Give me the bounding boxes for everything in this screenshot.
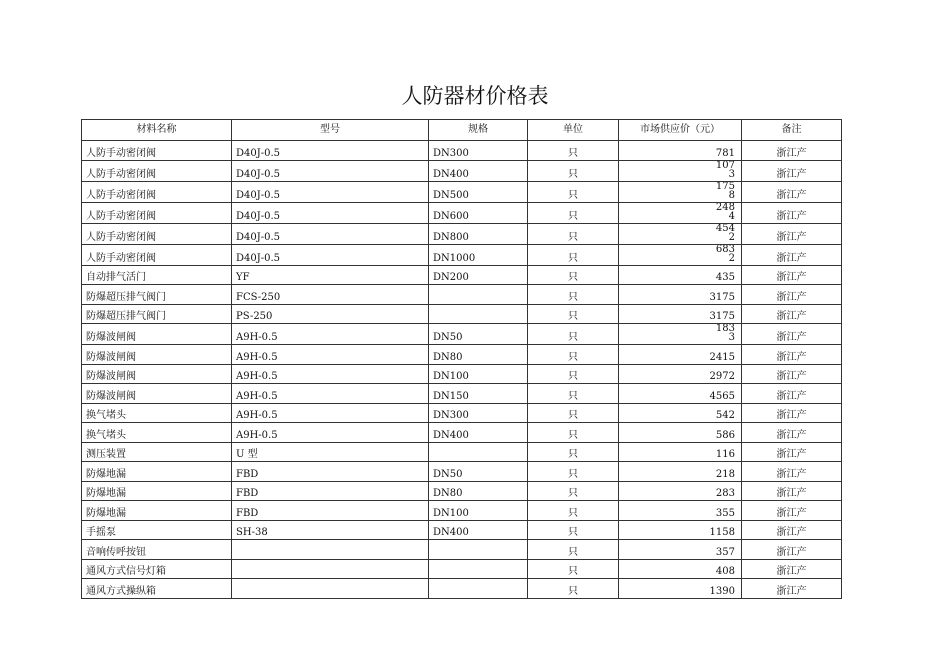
cell-spec: DN800: [429, 223, 528, 244]
cell-material-name: 手摇泵: [82, 520, 232, 540]
price-value: 1158: [709, 527, 735, 538]
cell-spec: [429, 579, 528, 599]
cell-note: 浙江产: [742, 160, 842, 181]
cell-note: 浙江产: [742, 423, 842, 443]
table-row: [82, 265, 842, 285]
cell-material-name: 防爆地漏: [82, 462, 232, 482]
cell-spec: DN600: [429, 202, 528, 223]
cell-note: 浙江产: [742, 345, 842, 365]
price-value: 248 4: [715, 202, 735, 222]
cell-model: D40J-0.5: [232, 244, 429, 265]
cell-price: [619, 481, 742, 501]
cell-model: A9H-0.5: [232, 364, 429, 384]
cell-spec: DN80: [429, 345, 528, 365]
cell-note: 浙江产: [742, 442, 842, 462]
cell-material-name: 人防手动密闭阀: [82, 202, 232, 223]
cell-note: 浙江产: [742, 244, 842, 265]
table-row: [82, 442, 842, 462]
cell-price: [619, 579, 742, 599]
cell-model: YF: [232, 265, 429, 285]
header-note: 备注: [742, 120, 842, 141]
cell-price: [619, 345, 742, 365]
cell-price: [619, 181, 742, 202]
cell-note: 浙江产: [742, 462, 842, 482]
table-row: [82, 364, 842, 384]
cell-unit: 只: [528, 559, 619, 579]
cell-model: D40J-0.5: [232, 181, 429, 202]
cell-material-name: 人防手动密闭阀: [82, 141, 232, 161]
cell-note: 浙江产: [742, 141, 842, 161]
cell-material-name: 防爆地漏: [82, 481, 232, 501]
cell-spec: DN150: [429, 384, 528, 404]
cell-spec: [429, 304, 528, 324]
cell-spec: DN400: [429, 423, 528, 443]
cell-spec: DN100: [429, 364, 528, 384]
cell-material-name: 换气堵头: [82, 423, 232, 443]
table-row: [82, 481, 842, 501]
cell-material-name: 人防手动密闭阀: [82, 160, 232, 181]
cell-price: [619, 244, 742, 265]
price-value: 408: [715, 566, 735, 577]
cell-model: A9H-0.5: [232, 345, 429, 365]
price-value: 357: [715, 546, 735, 558]
table-row: [82, 141, 842, 161]
cell-model: FBD: [232, 501, 429, 521]
table-row: [82, 384, 842, 404]
cell-note: 浙江产: [742, 559, 842, 579]
price-value: 2972: [709, 371, 735, 382]
cell-note: 浙江产: [742, 202, 842, 223]
header-unit: 单位: [528, 120, 619, 141]
cell-unit: 只: [528, 141, 619, 161]
cell-spec: DN80: [429, 481, 528, 501]
cell-model: FBD: [232, 481, 429, 501]
cell-material-name: 人防手动密闭阀: [82, 244, 232, 265]
cell-price: [619, 141, 742, 161]
cell-note: 浙江产: [742, 403, 842, 423]
cell-price: [619, 520, 742, 540]
cell-unit: 只: [528, 244, 619, 265]
header-material-name: 材料名称: [82, 120, 232, 141]
cell-note: 浙江产: [742, 520, 842, 540]
cell-note: 浙江产: [742, 481, 842, 501]
cell-note: 浙江产: [742, 579, 842, 599]
cell-model: D40J-0.5: [232, 160, 429, 181]
cell-unit: 只: [528, 160, 619, 181]
header-spec: 规格: [429, 120, 528, 141]
cell-unit: 只: [528, 304, 619, 324]
price-value: 586: [715, 429, 735, 441]
cell-unit: 只: [528, 442, 619, 462]
price-value: 283: [715, 488, 735, 499]
cell-unit: 只: [528, 579, 619, 599]
cell-price: [619, 324, 742, 345]
cell-model: [232, 559, 429, 579]
cell-unit: 只: [528, 181, 619, 202]
cell-model: SH-38: [232, 520, 429, 540]
cell-model: FCS-250: [232, 285, 429, 305]
price-value: 218: [715, 468, 735, 480]
cell-unit: 只: [528, 501, 619, 521]
table-row: [82, 520, 842, 540]
header-model: 型号: [232, 120, 429, 141]
cell-unit: 只: [528, 202, 619, 223]
header-market-price: 市场供应价（元）: [619, 120, 742, 141]
cell-price: [619, 160, 742, 181]
cell-note: 浙江产: [742, 285, 842, 305]
cell-model: A9H-0.5: [232, 403, 429, 423]
cell-spec: DN400: [429, 520, 528, 540]
cell-unit: 只: [528, 364, 619, 384]
cell-unit: 只: [528, 345, 619, 365]
cell-unit: 只: [528, 384, 619, 404]
cell-material-name: 通风方式操纵箱: [82, 579, 232, 599]
cell-model: U 型: [232, 442, 429, 462]
cell-unit: 只: [528, 223, 619, 244]
cell-spec: DN300: [429, 403, 528, 423]
price-value: 781: [715, 147, 735, 159]
price-value: 454 2: [715, 223, 735, 243]
cell-note: 浙江产: [742, 540, 842, 560]
cell-spec: DN400: [429, 160, 528, 181]
cell-price: [619, 285, 742, 305]
price-value: 683 2: [715, 244, 735, 264]
cell-price: [619, 384, 742, 404]
cell-material-name: 测压装置: [82, 442, 232, 462]
cell-price: [619, 223, 742, 244]
cell-price: [619, 462, 742, 482]
table-row: [82, 304, 842, 324]
price-value: 1390: [709, 585, 735, 597]
price-value: 107 3: [715, 160, 735, 180]
cell-note: 浙江产: [742, 304, 842, 324]
price-value: 2415: [709, 351, 735, 363]
cell-price: [619, 364, 742, 384]
price-value: 4565: [709, 390, 735, 402]
cell-spec: DN1000: [429, 244, 528, 265]
cell-unit: 只: [528, 481, 619, 501]
price-value: 183 3: [715, 323, 735, 343]
cell-note: 浙江产: [742, 324, 842, 345]
price-value: 175 8: [715, 181, 735, 201]
cell-spec: [429, 559, 528, 579]
cell-model: FBD: [232, 462, 429, 482]
price-value: 3175: [709, 311, 735, 322]
table-row: [82, 160, 842, 181]
cell-material-name: 防爆波闸阀: [82, 384, 232, 404]
price-value: 116: [715, 449, 735, 460]
cell-material-name: 防爆地漏: [82, 501, 232, 521]
cell-material-name: 防爆超压排气阀门: [82, 285, 232, 305]
cell-unit: 只: [528, 285, 619, 305]
table-row: [82, 540, 842, 560]
table-row: [82, 423, 842, 443]
cell-material-name: 防爆波闸阀: [82, 324, 232, 345]
cell-price: [619, 265, 742, 285]
cell-note: 浙江产: [742, 384, 842, 404]
cell-model: D40J-0.5: [232, 141, 429, 161]
cell-note: 浙江产: [742, 265, 842, 285]
table-row: [82, 559, 842, 579]
cell-unit: 只: [528, 403, 619, 423]
table-header-row: [82, 120, 842, 141]
cell-unit: 只: [528, 520, 619, 540]
table-row: [82, 181, 842, 202]
cell-material-name: 防爆超压排气阀门: [82, 304, 232, 324]
cell-model: PS-250: [232, 304, 429, 324]
cell-unit: 只: [528, 540, 619, 560]
cell-spec: DN300: [429, 141, 528, 161]
cell-material-name: 自动排气活门: [82, 265, 232, 285]
price-value: 435: [715, 272, 735, 283]
cell-price: [619, 501, 742, 521]
cell-price: [619, 559, 742, 579]
cell-model: A9H-0.5: [232, 384, 429, 404]
table-row: [82, 324, 842, 345]
table-row: [82, 285, 842, 305]
cell-model: D40J-0.5: [232, 223, 429, 244]
price-value: 542: [715, 410, 735, 421]
cell-price: [619, 423, 742, 443]
cell-spec: DN50: [429, 462, 528, 482]
cell-unit: 只: [528, 462, 619, 482]
cell-spec: [429, 285, 528, 305]
page-title: 人防器材价格表: [401, 84, 549, 108]
cell-note: 浙江产: [742, 364, 842, 384]
cell-price: [619, 403, 742, 423]
cell-spec: [429, 442, 528, 462]
cell-material-name: 人防手动密闭阀: [82, 223, 232, 244]
cell-model: D40J-0.5: [232, 202, 429, 223]
cell-material-name: 换气堵头: [82, 403, 232, 423]
table-row: [82, 579, 842, 599]
cell-price: [619, 442, 742, 462]
cell-unit: 只: [528, 265, 619, 285]
cell-note: 浙江产: [742, 501, 842, 521]
cell-note: 浙江产: [742, 181, 842, 202]
cell-unit: 只: [528, 324, 619, 345]
cell-model: [232, 579, 429, 599]
cell-model: [232, 540, 429, 560]
price-value: 3175: [709, 291, 735, 303]
cell-spec: DN200: [429, 265, 528, 285]
table-row: [82, 345, 842, 365]
cell-unit: 只: [528, 423, 619, 443]
cell-price: [619, 202, 742, 223]
cell-spec: DN100: [429, 501, 528, 521]
table-row: [82, 501, 842, 521]
cell-model: A9H-0.5: [232, 324, 429, 345]
table-row: [82, 462, 842, 482]
table-row: [82, 202, 842, 223]
cell-note: 浙江产: [742, 223, 842, 244]
table-row: [82, 223, 842, 244]
cell-spec: [429, 540, 528, 560]
price-value: 355: [715, 507, 735, 519]
cell-spec: DN50: [429, 324, 528, 345]
cell-material-name: 人防手动密闭阀: [82, 181, 232, 202]
cell-material-name: 音响传呼按钮: [82, 540, 232, 560]
table-row: [82, 244, 842, 265]
cell-material-name: 防爆波闸阀: [82, 364, 232, 384]
cell-price: [619, 304, 742, 324]
cell-spec: DN500: [429, 181, 528, 202]
table-row: [82, 403, 842, 423]
table-body: [82, 141, 842, 599]
price-table: [81, 119, 842, 599]
cell-material-name: 通风方式信号灯箱: [82, 559, 232, 579]
cell-model: A9H-0.5: [232, 423, 429, 443]
cell-price: [619, 540, 742, 560]
cell-material-name: 防爆波闸阀: [82, 345, 232, 365]
